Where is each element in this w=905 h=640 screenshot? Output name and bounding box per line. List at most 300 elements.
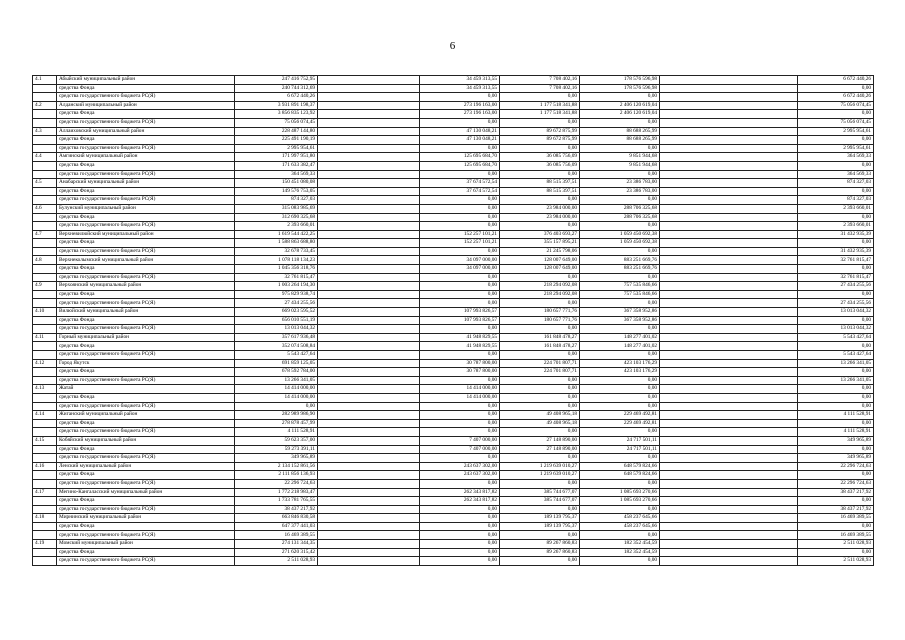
row-name: Анабарский муниципальный район bbox=[57, 179, 235, 188]
cell-budget: 0,00 bbox=[798, 522, 874, 531]
cell-col6: 24 717 501,11 bbox=[580, 436, 660, 445]
cell-col3 bbox=[318, 359, 420, 368]
cell-col7 bbox=[660, 548, 798, 557]
cell-col4: 0,00 bbox=[420, 411, 500, 420]
table-row bbox=[33, 333, 874, 342]
cell-total: 32 678 733,45 bbox=[235, 247, 318, 256]
cell-col5: 0,00 bbox=[500, 273, 580, 282]
cell-col6: 883 251 669,76 bbox=[580, 256, 660, 265]
row-index: 4.9 bbox=[33, 282, 57, 291]
cell-col6: 0,00 bbox=[580, 196, 660, 205]
cell-col5: 36 085 756,09 bbox=[500, 153, 580, 162]
cell-col6: 1 059 450 692,38 bbox=[580, 239, 660, 248]
cell-col5: 376 403 693,27 bbox=[500, 230, 580, 239]
cell-col3 bbox=[318, 153, 420, 162]
cell-budget: 0,00 bbox=[798, 471, 874, 480]
table-row bbox=[33, 136, 874, 145]
cell-col7 bbox=[660, 522, 798, 531]
cell-col6: 0,00 bbox=[580, 376, 660, 385]
cell-col3 bbox=[318, 144, 420, 153]
row-index bbox=[33, 402, 57, 411]
cell-budget: 6 672 440,26 bbox=[798, 76, 874, 85]
cell-col4: 0,00 bbox=[420, 144, 500, 153]
cell-col4: 0,00 bbox=[420, 282, 500, 291]
cell-col6: 24 717 501,11 bbox=[580, 445, 660, 454]
cell-col5: 0,00 bbox=[500, 479, 580, 488]
cell-col7 bbox=[660, 127, 798, 136]
cell-col5: 89 267 860,83 bbox=[500, 540, 580, 549]
cell-col3 bbox=[318, 531, 420, 540]
cell-col3 bbox=[318, 376, 420, 385]
cell-col3 bbox=[318, 308, 420, 317]
table-row bbox=[33, 316, 874, 325]
cell-total: 247 416 752,95 bbox=[235, 76, 318, 85]
cell-col7 bbox=[660, 308, 798, 317]
cell-col3 bbox=[318, 127, 420, 136]
cell-col6: 288 706 325,68 bbox=[580, 213, 660, 222]
table-row bbox=[33, 505, 874, 514]
cell-total: 349 965,89 bbox=[235, 454, 318, 463]
cell-col7 bbox=[660, 213, 798, 222]
row-index: 4.15 bbox=[33, 436, 57, 445]
cell-col3 bbox=[318, 419, 420, 428]
cell-col6: 0,00 bbox=[580, 402, 660, 411]
cell-col6: 148 277 401,02 bbox=[580, 342, 660, 351]
cell-total: 59 273 391,11 bbox=[235, 445, 318, 454]
row-name: средства государственного бюджета РС(Я) bbox=[57, 454, 235, 463]
cell-budget: 0,00 bbox=[798, 402, 874, 411]
row-index bbox=[33, 376, 57, 385]
table-row bbox=[33, 110, 874, 119]
cell-col6: 0,00 bbox=[580, 428, 660, 437]
table-row bbox=[33, 385, 874, 394]
cell-col7 bbox=[660, 316, 798, 325]
cell-col4: 30 787 800,00 bbox=[420, 368, 500, 377]
row-name: средства Фонда bbox=[57, 161, 235, 170]
cell-col7 bbox=[660, 239, 798, 248]
cell-col5: 49 408 965,18 bbox=[500, 419, 580, 428]
row-index bbox=[33, 239, 57, 248]
table-row bbox=[33, 239, 874, 248]
cell-col3 bbox=[318, 273, 420, 282]
cell-col7 bbox=[660, 540, 798, 549]
row-name: средства Фонда bbox=[57, 393, 235, 402]
cell-col6: 0,00 bbox=[580, 505, 660, 514]
cell-col4: 0,00 bbox=[420, 93, 500, 102]
cell-col6: 423 103 176,29 bbox=[580, 359, 660, 368]
row-name: средства Фонда bbox=[57, 342, 235, 351]
row-name: средства государственного бюджета РС(Я) bbox=[57, 557, 235, 566]
cell-total: 2 134 152 861,56 bbox=[235, 462, 318, 471]
row-index bbox=[33, 222, 57, 231]
cell-budget: 31 432 935,39 bbox=[798, 247, 874, 256]
cell-budget: 0,00 bbox=[798, 239, 874, 248]
cell-col6: 23 386 783,00 bbox=[580, 179, 660, 188]
cell-col7 bbox=[660, 196, 798, 205]
cell-col5: 218 294 092,08 bbox=[500, 282, 580, 291]
cell-col5: 0,00 bbox=[500, 299, 580, 308]
cell-col4: 0,00 bbox=[420, 505, 500, 514]
cell-col5: 0,00 bbox=[500, 196, 580, 205]
cell-total: 14 414 000,00 bbox=[235, 393, 318, 402]
cell-col4: 152 257 101,21 bbox=[420, 230, 500, 239]
cell-col4: 0,00 bbox=[420, 290, 500, 299]
row-name: средства Фонда bbox=[57, 522, 235, 531]
row-index: 4.1 bbox=[33, 76, 57, 85]
row-name: Жатай bbox=[57, 385, 235, 394]
row-name: средства государственного бюджета РС(Я) bbox=[57, 222, 235, 231]
row-name: средства государственного бюджета РС(Я) bbox=[57, 118, 235, 127]
row-index: 4.10 bbox=[33, 308, 57, 317]
table-row bbox=[33, 76, 874, 85]
budget-table bbox=[32, 75, 874, 566]
cell-total: 27 434 255,56 bbox=[235, 299, 318, 308]
cell-total: 3 856 835 123,92 bbox=[235, 110, 318, 119]
row-name: Мегино-Кангаласский муниципальный район bbox=[57, 488, 235, 497]
table-row bbox=[33, 488, 874, 497]
table-row bbox=[33, 93, 874, 102]
cell-total: 364 569,33 bbox=[235, 170, 318, 179]
cell-col4: 0,00 bbox=[420, 428, 500, 437]
cell-total: 678 592 784,00 bbox=[235, 368, 318, 377]
cell-col4: 0,00 bbox=[420, 196, 500, 205]
row-index bbox=[33, 505, 57, 514]
cell-col7 bbox=[660, 101, 798, 110]
cell-col4: 273 196 163,00 bbox=[420, 110, 500, 119]
cell-col5: 23 984 000,00 bbox=[500, 204, 580, 213]
cell-budget: 5 543 427,64 bbox=[798, 351, 874, 360]
cell-col5: 224 701 807,71 bbox=[500, 359, 580, 368]
cell-col4: 14 414 000,00 bbox=[420, 393, 500, 402]
table-row bbox=[33, 497, 874, 506]
cell-col6: 0,00 bbox=[580, 299, 660, 308]
cell-budget: 4 111 528,91 bbox=[798, 411, 874, 420]
cell-col5: 0,00 bbox=[500, 325, 580, 334]
cell-col4: 0,00 bbox=[420, 419, 500, 428]
cell-col4: 0,00 bbox=[420, 514, 500, 523]
cell-col3 bbox=[318, 411, 420, 420]
cell-col3 bbox=[318, 488, 420, 497]
table-row bbox=[33, 290, 874, 299]
row-name: средства Фонда bbox=[57, 445, 235, 454]
cell-col6: 182 352 454,59 bbox=[580, 548, 660, 557]
cell-col7 bbox=[660, 179, 798, 188]
row-name: Кобяйский муниципальный район bbox=[57, 436, 235, 445]
cell-col7 bbox=[660, 419, 798, 428]
cell-total: 6 672 440,26 bbox=[235, 93, 318, 102]
table-row bbox=[33, 445, 874, 454]
cell-col4: 243 637 302,00 bbox=[420, 471, 500, 480]
cell-col7 bbox=[660, 462, 798, 471]
row-index bbox=[33, 213, 57, 222]
table-row bbox=[33, 471, 874, 480]
cell-col5: 0,00 bbox=[500, 144, 580, 153]
cell-col5: 0,00 bbox=[500, 428, 580, 437]
cell-col5: 128 007 649,00 bbox=[500, 265, 580, 274]
cell-total: 352 074 508,84 bbox=[235, 342, 318, 351]
cell-col7 bbox=[660, 557, 798, 566]
cell-budget: 13 266 341,05 bbox=[798, 376, 874, 385]
cell-col5: 161 848 478,27 bbox=[500, 342, 580, 351]
cell-total: 14 414 000,00 bbox=[235, 385, 318, 394]
row-index: 4.4 bbox=[33, 153, 57, 162]
cell-col7 bbox=[660, 454, 798, 463]
row-index bbox=[33, 557, 57, 566]
cell-col6: 0,00 bbox=[580, 393, 660, 402]
cell-col5: 7 708 402,16 bbox=[500, 84, 580, 93]
table-row bbox=[33, 393, 874, 402]
row-index bbox=[33, 531, 57, 540]
cell-col4: 243 637 302,00 bbox=[420, 462, 500, 471]
cell-col6: 0,00 bbox=[580, 273, 660, 282]
row-name: Город Якутск bbox=[57, 359, 235, 368]
cell-total: 32 761 815,47 bbox=[235, 273, 318, 282]
cell-col4: 125 695 684,70 bbox=[420, 153, 500, 162]
cell-col6: 1 085 693 270,66 bbox=[580, 488, 660, 497]
cell-col4: 0,00 bbox=[420, 222, 500, 231]
cell-budget: 2 393 660,01 bbox=[798, 222, 874, 231]
row-name: средства Фонда bbox=[57, 187, 235, 196]
row-name: средства государственного бюджета РС(Я) bbox=[57, 299, 235, 308]
cell-total: 16 469 389,55 bbox=[235, 531, 318, 540]
cell-col3 bbox=[318, 436, 420, 445]
cell-budget: 2 995 954,61 bbox=[798, 144, 874, 153]
cell-col7 bbox=[660, 333, 798, 342]
cell-col6: 23 386 783,00 bbox=[580, 187, 660, 196]
row-index bbox=[33, 265, 57, 274]
row-name: средства государственного бюджета РС(Я) bbox=[57, 247, 235, 256]
cell-col3 bbox=[318, 93, 420, 102]
table-row bbox=[33, 479, 874, 488]
cell-total: 357 617 936,48 bbox=[235, 333, 318, 342]
row-name: средства Фонда bbox=[57, 368, 235, 377]
cell-col6: 0,00 bbox=[580, 351, 660, 360]
row-index bbox=[33, 170, 57, 179]
row-name: средства государственного бюджета РС(Я) bbox=[57, 273, 235, 282]
cell-col3 bbox=[318, 522, 420, 531]
cell-col6: 0,00 bbox=[580, 247, 660, 256]
cell-budget: 2 995 954,61 bbox=[798, 127, 874, 136]
row-index: 4.8 bbox=[33, 256, 57, 265]
cell-col3 bbox=[318, 136, 420, 145]
row-index bbox=[33, 497, 57, 506]
table-row bbox=[33, 230, 874, 239]
cell-col6: 2 406 120 619,04 bbox=[580, 110, 660, 119]
row-index: 4.16 bbox=[33, 462, 57, 471]
cell-budget: 13 266 341,05 bbox=[798, 359, 874, 368]
cell-col4: 0,00 bbox=[420, 376, 500, 385]
cell-total: 2 111 856 136,93 bbox=[235, 471, 318, 480]
cell-col4: 34 459 313,55 bbox=[420, 84, 500, 93]
cell-col3 bbox=[318, 110, 420, 119]
row-index bbox=[33, 118, 57, 127]
row-index: 4.7 bbox=[33, 230, 57, 239]
cell-col5: 89 267 860,83 bbox=[500, 548, 580, 557]
cell-total: 647 377 441,03 bbox=[235, 522, 318, 531]
table-row bbox=[33, 153, 874, 162]
row-name: средства государственного бюджета РС(Я) bbox=[57, 325, 235, 334]
cell-budget: 0,00 bbox=[798, 316, 874, 325]
cell-total: 315 083 985,69 bbox=[235, 204, 318, 213]
cell-budget: 0,00 bbox=[798, 368, 874, 377]
cell-total: 663 846 830,58 bbox=[235, 514, 318, 523]
table-row bbox=[33, 359, 874, 368]
cell-budget: 27 434 255,56 bbox=[798, 299, 874, 308]
cell-col5: 0,00 bbox=[500, 505, 580, 514]
cell-col5: 224 701 807,71 bbox=[500, 368, 580, 377]
row-name: средства государственного бюджета РС(Я) bbox=[57, 505, 235, 514]
table-row bbox=[33, 196, 874, 205]
cell-col5: 0,00 bbox=[500, 454, 580, 463]
table-row bbox=[33, 402, 874, 411]
cell-col3 bbox=[318, 454, 420, 463]
cell-col7 bbox=[660, 436, 798, 445]
row-index: 4.18 bbox=[33, 514, 57, 523]
cell-budget: 32 761 815,47 bbox=[798, 273, 874, 282]
cell-total: 1 772 218 983,47 bbox=[235, 488, 318, 497]
cell-col4: 34 097 000,00 bbox=[420, 256, 500, 265]
cell-col3 bbox=[318, 342, 420, 351]
cell-col7 bbox=[660, 187, 798, 196]
cell-col5: 218 294 092,08 bbox=[500, 290, 580, 299]
cell-budget: 4 111 528,91 bbox=[798, 428, 874, 437]
cell-col6: 229 469 492,81 bbox=[580, 411, 660, 420]
cell-col4: 0,00 bbox=[420, 204, 500, 213]
cell-budget: 32 761 815,47 bbox=[798, 256, 874, 265]
row-name: средства государственного бюджета РС(Я) bbox=[57, 93, 235, 102]
row-name: средства государственного бюджета РС(Я) bbox=[57, 428, 235, 437]
row-name: средства государственного бюджета РС(Я) bbox=[57, 144, 235, 153]
cell-col6: 9 851 944,68 bbox=[580, 153, 660, 162]
cell-col3 bbox=[318, 170, 420, 179]
row-index bbox=[33, 290, 57, 299]
row-index bbox=[33, 110, 57, 119]
cell-col7 bbox=[660, 265, 798, 274]
cell-col7 bbox=[660, 110, 798, 119]
row-name: Момский муниципальный район bbox=[57, 540, 235, 549]
cell-budget: 6 672 440,26 bbox=[798, 93, 874, 102]
cell-col5: 0,00 bbox=[500, 531, 580, 540]
row-index bbox=[33, 479, 57, 488]
cell-total: 4 111 528,91 bbox=[235, 428, 318, 437]
cell-total: 59 623 357,00 bbox=[235, 436, 318, 445]
cell-col6: 1 085 693 270,66 bbox=[580, 497, 660, 506]
cell-col4: 0,00 bbox=[420, 402, 500, 411]
cell-col4: 41 948 829,55 bbox=[420, 333, 500, 342]
cell-col7 bbox=[660, 368, 798, 377]
cell-budget: 874 327,03 bbox=[798, 179, 874, 188]
cell-col5: 0,00 bbox=[500, 222, 580, 231]
table-row bbox=[33, 368, 874, 377]
row-index bbox=[33, 299, 57, 308]
row-index bbox=[33, 368, 57, 377]
table-row bbox=[33, 273, 874, 282]
cell-col4: 7 407 000,00 bbox=[420, 436, 500, 445]
cell-col4: 0,00 bbox=[420, 454, 500, 463]
cell-total: 1 588 863 688,80 bbox=[235, 239, 318, 248]
cell-col4: 262 343 817,82 bbox=[420, 488, 500, 497]
cell-total: 0,00 bbox=[235, 402, 318, 411]
cell-col3 bbox=[318, 471, 420, 480]
cell-total: 274 131 344,35 bbox=[235, 540, 318, 549]
cell-col5: 180 657 771,76 bbox=[500, 316, 580, 325]
cell-budget: 0,00 bbox=[798, 265, 874, 274]
cell-total: 1 733 781 765,55 bbox=[235, 497, 318, 506]
cell-budget: 0,00 bbox=[798, 136, 874, 145]
table-row bbox=[33, 514, 874, 523]
cell-budget: 38 437 217,92 bbox=[798, 488, 874, 497]
table-row bbox=[33, 84, 874, 93]
cell-col7 bbox=[660, 376, 798, 385]
cell-budget: 364 569,33 bbox=[798, 170, 874, 179]
cell-budget: 75 056 074,45 bbox=[798, 118, 874, 127]
cell-col6: 182 352 454,59 bbox=[580, 540, 660, 549]
cell-total: 13 013 044,32 bbox=[235, 325, 318, 334]
cell-col4: 152 257 101,21 bbox=[420, 239, 500, 248]
cell-total: 171 633 382,47 bbox=[235, 161, 318, 170]
cell-col7 bbox=[660, 76, 798, 85]
table-row bbox=[33, 419, 874, 428]
cell-col6: 178 576 596,98 bbox=[580, 76, 660, 85]
table-row bbox=[33, 522, 874, 531]
cell-col5: 1 219 639 010,27 bbox=[500, 471, 580, 480]
row-name: средства Фонда bbox=[57, 84, 235, 93]
cell-col5: 128 007 649,00 bbox=[500, 256, 580, 265]
row-index: 4.12 bbox=[33, 359, 57, 368]
table-row bbox=[33, 351, 874, 360]
table-row bbox=[33, 428, 874, 437]
cell-col4: 41 948 829,55 bbox=[420, 342, 500, 351]
table-row bbox=[33, 222, 874, 231]
cell-col6: 0,00 bbox=[580, 385, 660, 394]
cell-col6: 88 688 265,99 bbox=[580, 136, 660, 145]
cell-budget: 0,00 bbox=[798, 497, 874, 506]
row-index: 4.11 bbox=[33, 333, 57, 342]
cell-col5: 180 657 771,76 bbox=[500, 308, 580, 317]
row-name: Амгинский муниципальный район bbox=[57, 153, 235, 162]
cell-budget: 31 432 935,39 bbox=[798, 230, 874, 239]
cell-budget: 22 296 724,63 bbox=[798, 462, 874, 471]
cell-budget: 2 393 660,01 bbox=[798, 204, 874, 213]
cell-col5: 189 139 795,37 bbox=[500, 522, 580, 531]
cell-total: 312 690 325,68 bbox=[235, 213, 318, 222]
cell-col6: 0,00 bbox=[580, 454, 660, 463]
cell-col7 bbox=[660, 118, 798, 127]
cell-col4: 273 196 163,00 bbox=[420, 101, 500, 110]
cell-col7 bbox=[660, 273, 798, 282]
cell-col3 bbox=[318, 213, 420, 222]
cell-total: 2 995 954,61 bbox=[235, 144, 318, 153]
row-name: Вилюйский муниципальный район bbox=[57, 308, 235, 317]
cell-col6: 0,00 bbox=[580, 118, 660, 127]
cell-col7 bbox=[660, 93, 798, 102]
cell-col6: 0,00 bbox=[580, 222, 660, 231]
cell-col5: 0,00 bbox=[500, 393, 580, 402]
row-index bbox=[33, 187, 57, 196]
cell-col3 bbox=[318, 368, 420, 377]
row-index bbox=[33, 84, 57, 93]
cell-col4: 0,00 bbox=[420, 118, 500, 127]
cell-budget: 2 511 028,93 bbox=[798, 540, 874, 549]
cell-col4: 37 674 572,54 bbox=[420, 187, 500, 196]
cell-col7 bbox=[660, 325, 798, 334]
table-row bbox=[33, 256, 874, 265]
cell-col6: 1 059 450 692,38 bbox=[580, 230, 660, 239]
row-index bbox=[33, 342, 57, 351]
table-row bbox=[33, 265, 874, 274]
cell-col7 bbox=[660, 247, 798, 256]
cell-col6: 648 579 824,66 bbox=[580, 462, 660, 471]
